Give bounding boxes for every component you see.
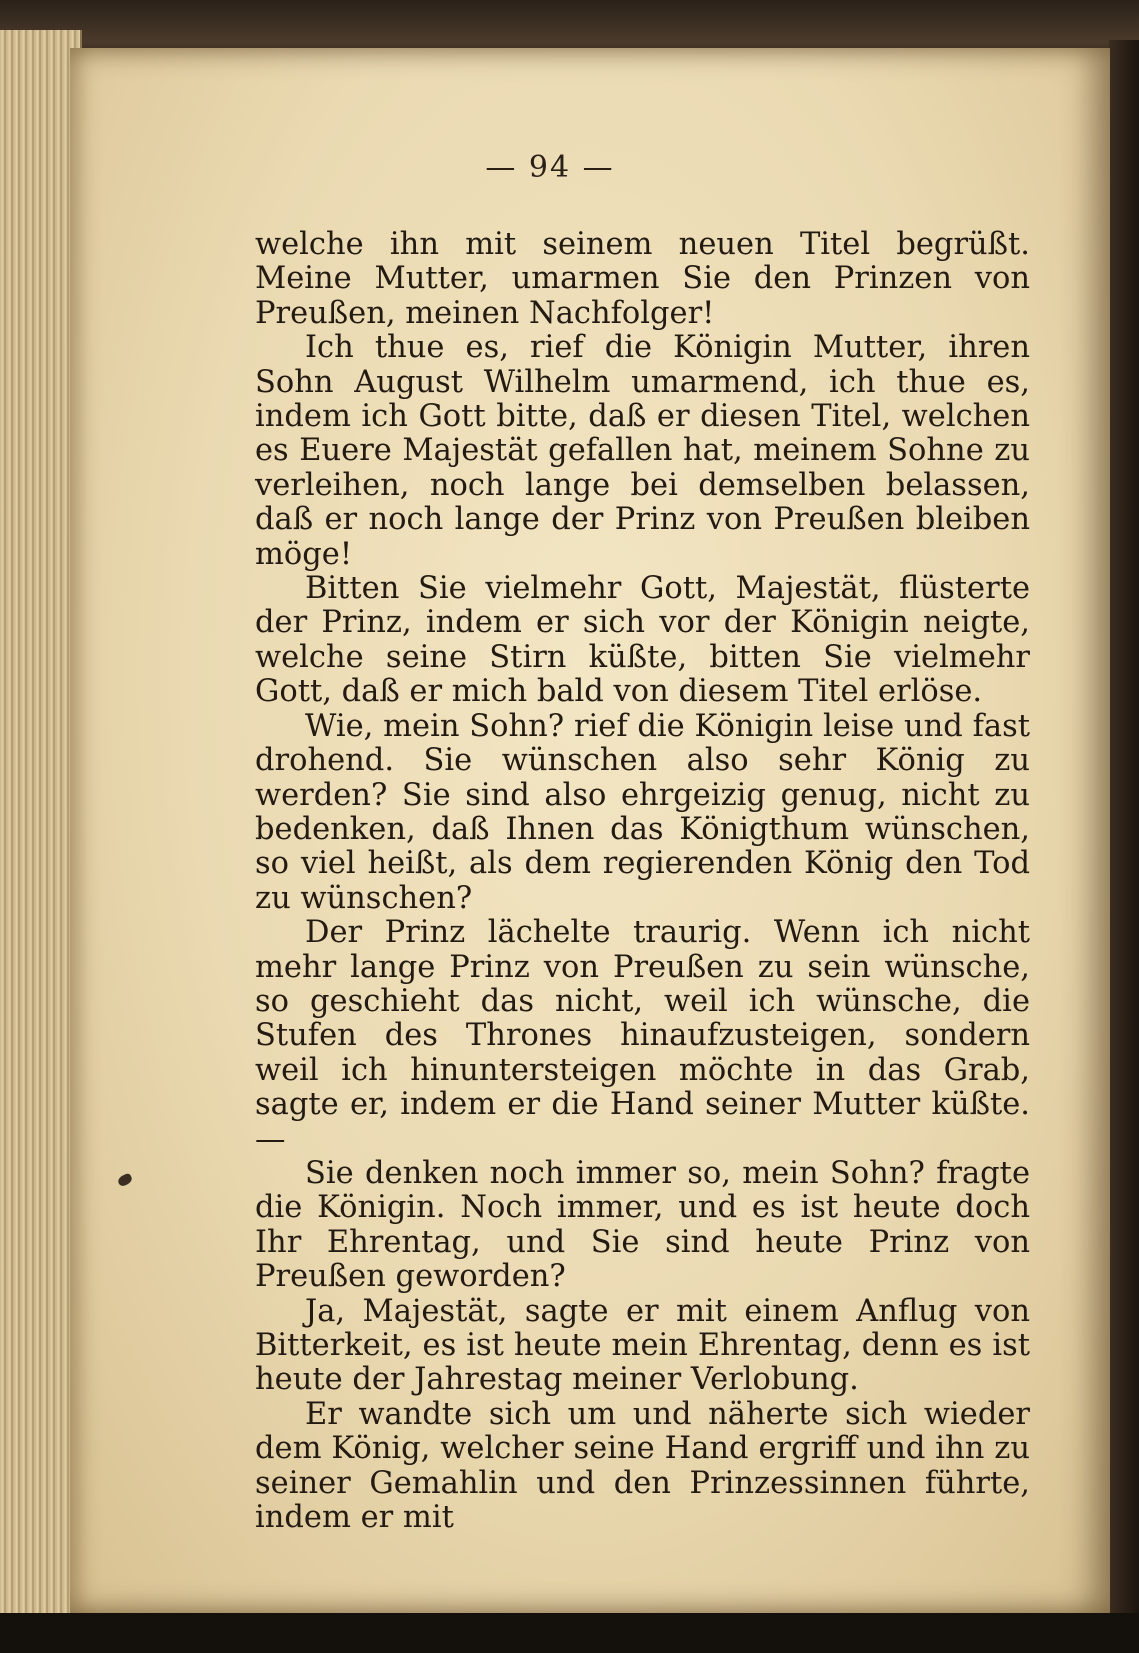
paragraph: Sie denken noch immer so, mein Sohn? fragte die Königin. Noch immer, und es ist heute doch Ihr Ehrentag, und Sie sind heute Prinz von Preußen geworden? bbox=[255, 1155, 1030, 1295]
paragraph: Er wandte sich um und näherte sich wieder dem König, welcher seine Hand ergriff und ihn zu seiner Gemahlin und den Prinzessinnen führte, indem er mit bbox=[255, 1396, 1030, 1536]
paragraph: welche ihn mit seinem neuen Titel begrüßt. Meine Mutter, umarmen Sie den Prinzen von Preußen, meinen Nachfolger! bbox=[255, 227, 1030, 331]
paragraph: Wie, mein Sohn? rief die Königin leise und fast drohend. Sie wünschen also sehr König zu werden? Sie sind also ehrgeizig genug, nicht zu bedenken, daß Ihnen das Königthum wünschen, so viel heißt, als dem regierenden König den Tod zu wünschen? bbox=[255, 708, 1030, 916]
paragraph: Bitten Sie vielmehr Gott, Majestät, flüsterte der Prinz, indem er sich vor der Königin neigte, welche seine Stirn küßte, bitten Sie vielmehr Gott, daß er mich bald von diesem Titel erlöse. bbox=[255, 571, 1030, 710]
paragraph: Ja, Majestät, sagte er mit einem Anflug von Bitterkeit, es ist heute mein Ehrentag, denn es ist heute der Jahrestag meiner Verlobung. bbox=[255, 1293, 1030, 1398]
book-bottom-edge bbox=[0, 1613, 1139, 1653]
page-text bbox=[255, 228, 1030, 1535]
page-number: — 94 — bbox=[485, 150, 615, 185]
book-spine bbox=[1109, 40, 1139, 1640]
paragraph: Ich thue es, rief die Königin Mutter, ihren Sohn August Wilhelm umarmend, ich thue es, indem ich Gott bitte, daß er diesen Titel, welchen es Euere Majestät gefallen hat, meinem Sohne zu verleihen, noch lange bei demselben belassen, daß er noch lange der Prinz von Preußen bleiben möge! bbox=[255, 330, 1030, 572]
paragraph: Der Prinz lächelte traurig. Wenn ich nicht mehr lange Prinz von Preußen zu sein wünsche, so geschieht das nicht, weil ich wünsche, die Stufen des Thrones hinaufzusteigen, sondern weil ich hinuntersteigen möchte in das Grab, sagte er, indem er die Hand seiner Mutter küßte. — bbox=[255, 915, 1030, 1157]
